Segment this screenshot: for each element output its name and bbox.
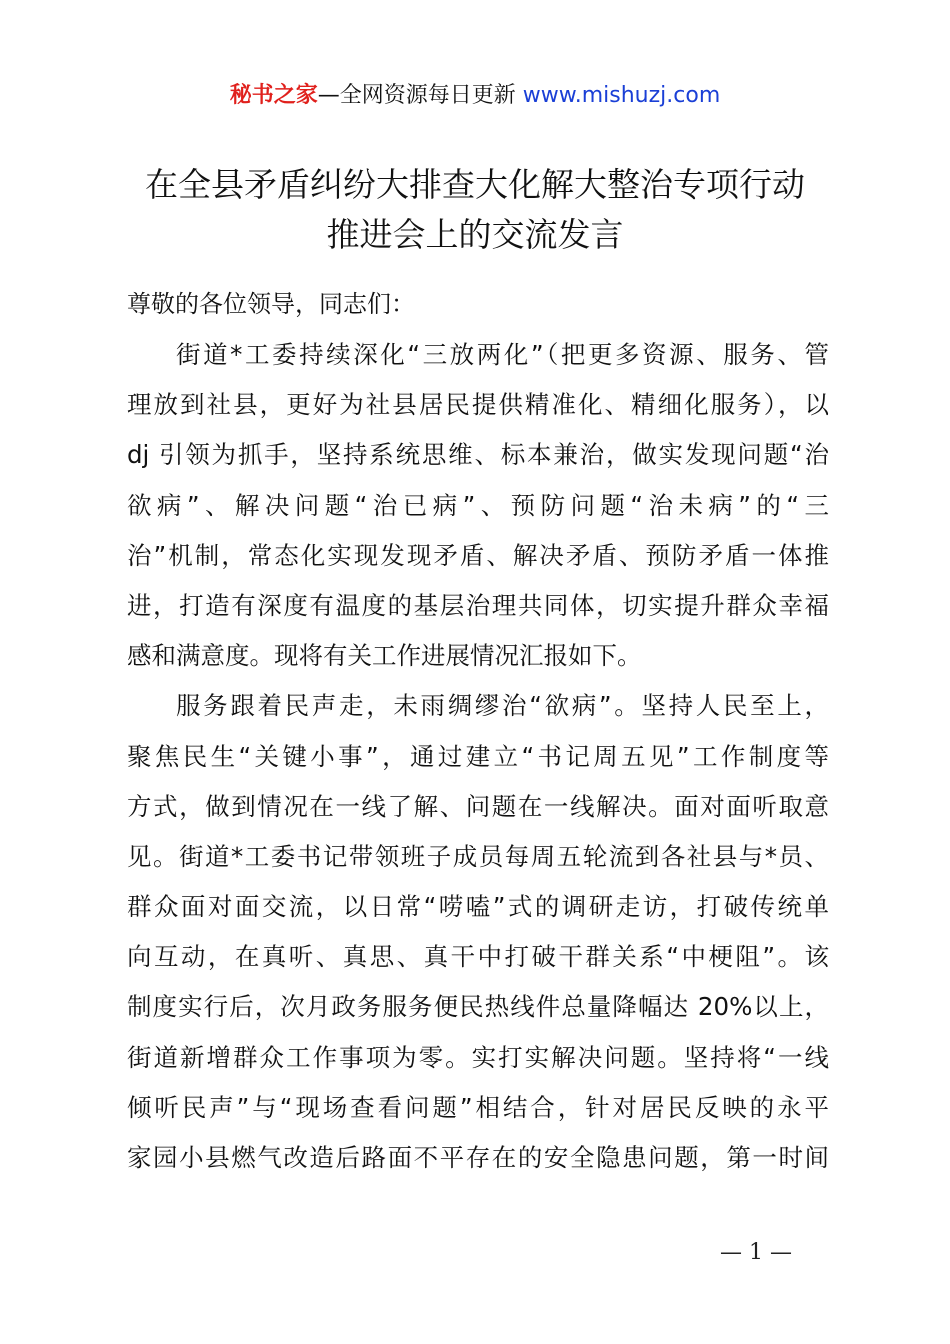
title-line-1: 在全县矛盾纠纷大排查大化解大整治专项行动 — [145, 165, 805, 204]
paragraph-2-line: 家园小县燃气改造后路面不平存在的安全隐患问题，第一时间 — [127, 1143, 829, 1172]
paragraph-2-line: 见。街道*工委书记带领班子成员每周五轮流到各社县与*员、 — [127, 841, 829, 871]
paragraph-2-line: 群众面对面交流，以日常“唠嗑”式的调研走访，打破传统单 — [127, 892, 829, 922]
paragraph-1-line: 感和满意度。现将有关工作进展情况汇报如下。 — [127, 641, 642, 671]
paragraph-2-line: 聚焦民生“关键小事”，通过建立“书记周五见”工作制度等 — [127, 741, 829, 771]
paragraph-2-line: 制度实行后，次月政务服务便民热线件总量降幅达 20%以上， — [127, 992, 829, 1022]
paragraph-1-line: 街道*工委持续深化“三放两化”（把更多资源、服务、管 — [176, 340, 829, 369]
paragraph-1-line: 治”机制，常态化实现发现矛盾、解决矛盾、预防矛盾一体推 — [127, 540, 829, 570]
paragraph-1-line: 理放到社县，更好为社县居民提供精准化、精细化服务），以 — [127, 390, 829, 420]
paragraph-2-line: 街道新增群众工作事项为零。实打实解决问题。坚持将“一线 — [127, 1042, 829, 1072]
page-number: — 1 — — [720, 1240, 792, 1265]
document-title — [120, 160, 830, 260]
title-line-2: 推进会上的交流发言 — [326, 215, 624, 254]
paragraph-1-line: 欲病”、解决问题“治已病”、预防问题“治未病”的“三 — [127, 490, 829, 520]
paragraph-2-line: 服务跟着民声走，未雨绸缪治“欲病”。坚持人民至上， — [176, 691, 829, 721]
banner-brand: 秘书之家 — [229, 83, 318, 108]
banner-tagline: —全网资源每日更新 — [317, 83, 516, 108]
salutation: 尊敬的各位领导，同志们： — [127, 290, 415, 318]
paragraph-2-line: 方式，做到情况在一线了解、问题在一线解决。面对面听取意 — [127, 791, 829, 821]
header-banner — [0, 80, 950, 112]
paragraph-1-line: 进，打造有深度有温度的基层治理共同体，切实提升群众幸福 — [127, 590, 829, 620]
paragraph-2-line: 倾听民声”与“现场查看问题”相结合，针对居民反映的永平 — [127, 1092, 829, 1122]
paragraph-1-line: dj 引领为抓手，坚持系统思维、标本兼治，做实发现问题“治 — [127, 440, 829, 470]
banner-site-link[interactable]: www.mishuzj.com — [522, 83, 721, 108]
body-text — [127, 330, 829, 1183]
paragraph-2-line: 向互动，在真听、真思、真干中打破干群关系“中梗阻”。该 — [127, 942, 829, 972]
